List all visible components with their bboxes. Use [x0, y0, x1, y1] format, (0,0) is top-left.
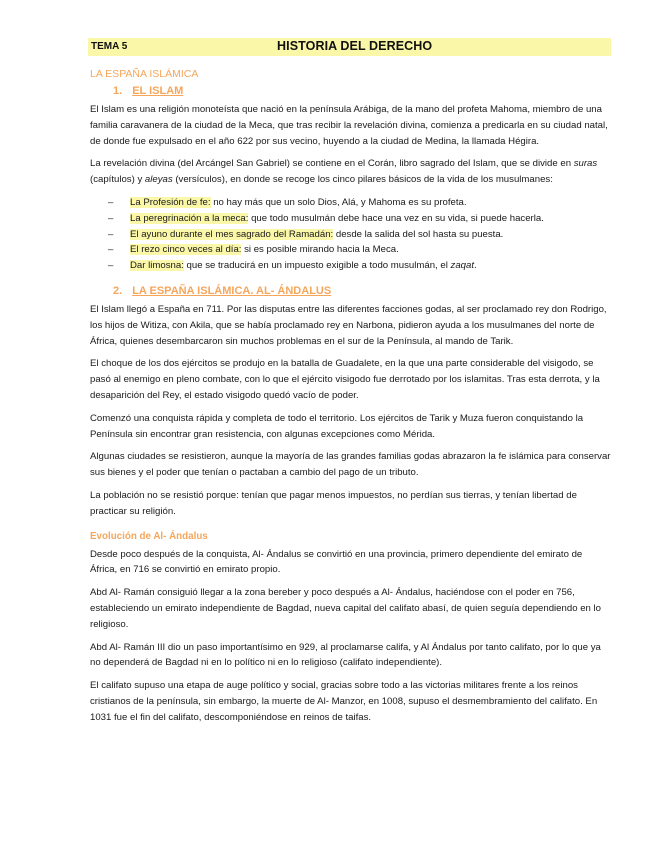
highlighted-text: La Profesión de fe: — [130, 196, 211, 208]
subheading-evolucion: Evolución de Al- Ándalus — [90, 530, 208, 542]
highlighted-text: Dar limosna: — [130, 260, 184, 272]
paragraph: La revelación divina (del Arcángel San Gabriel) se contiene en el Corán, libro sagrado del Islam, que se divide en suras (capítulos) y aleyas (versículos), en donde se recoge los cinco pilares básicos de la vida de los musulmanes: — [90, 158, 598, 186]
section-title: LA ESPAÑA ISLÁMICA — [90, 68, 199, 80]
list-item: – El rezo cinco veces al día: si es posible mirando hacia la Meca. — [108, 244, 399, 256]
heading-number: 1. — [113, 85, 123, 97]
heading-espana-islamica — [113, 284, 612, 298]
heading-text: LA ESPAÑA ISLÁMICA. AL- ÁNDALUS — [132, 284, 332, 297]
paragraph: El Islam llegó a España en 711. Por las disputas entre las diferentes facciones godas, al ser proclamado rey don Rodrigo, los hijos de Witiza, con Akila, que se había proclamado rey en Narbona, pidieron ayuda a los musulmanes del norte de África, quienes desembarcaron sin muchos problemas en el sur de la Península, al mando de Tarik. — [90, 303, 607, 347]
highlighted-text: El ayuno durante el mes sagrado del Ramadán: — [130, 228, 334, 240]
paragraph: Algunas ciudades se resistieron, aunque la mayoría de las grandes familias godas abrazaron la fe islámica para conservar sus bienes y el poder que tenían o pactaban a cambio del pago de un tributo. — [90, 451, 611, 479]
paragraph: El choque de los dos ejércitos se produjo en la batalla de Guadalete, en la que una parte considerable del visigodo, se pasó al enemigo en pleno combate, con lo que el ejército visigodo fue derrotado por los islamitas. Tras esta derrota, y la desaparición del Rey, el estado visigodo quedó vacío de poder. — [90, 358, 600, 401]
highlighted-text: La peregrinación a la meca: — [130, 212, 249, 224]
page-header — [88, 38, 611, 56]
italic-term: suras — [573, 158, 598, 170]
heading-el-islam — [113, 84, 612, 98]
document-title: HISTORIA DEL DERECHO — [277, 39, 433, 53]
document-body — [90, 68, 612, 733]
list-item: – La peregrinación a la meca: que todo musulmán debe hace una vez en su vida, si puede hacerla. — [108, 212, 544, 224]
paragraph: Desde poco después de la conquista, Al- Ándalus se convirtió en una provincia, primero dependiente del emirato de África, en 716 se convirtió en emirato propio. — [90, 548, 583, 576]
pillars-list — [90, 195, 612, 274]
italic-term: zaqat — [450, 260, 474, 272]
paragraph: El califato supuso una etapa de auge político y social, gracias sobre todo a las victorias militares frente a los reinos cristianos de la península, sin embargo, la muerte de Al- Manzor, en 1008, supuso el desmembramiento del califato. En 1031 fue el fin del califato, descomponiéndose en reinos de taifas. — [90, 680, 598, 723]
paragraph: El Islam es una religión monoteísta que nació en la península Arábiga, de la mano del profeta Mahoma, miembro de una familia caravanera de la ciudad de la Meca, que tras recibir la revelación divina, comienza a predicarla en su ciudad natal, de donde fue expulsado en el año 622 por sus vecino, huyendo a la ciudad de Medina, la llamada Hégira. — [90, 104, 608, 147]
list-item: – El ayuno durante el mes sagrado del Ramadán: desde la salida del sol hasta su puesta. — [108, 228, 504, 240]
italic-term: aleyas — [144, 174, 173, 186]
topic-label: TEMA 5 — [91, 41, 128, 52]
list-item: – La Profesión de fe: no hay más que un solo Dios, Alá, y Mahoma es su profeta. — [108, 196, 467, 208]
heading-text: EL ISLAM — [132, 85, 184, 97]
highlighted-text: El rezo cinco veces al día: — [130, 244, 242, 256]
paragraph: Abd Al- Ramán III dio un paso importantísimo en 929, al proclamarse califa, y Al Ándalus por tanto califato, por lo que ya no dependerá de Bagdad ni en lo político ni en lo religioso (califato independiente). — [90, 641, 601, 669]
paragraph: Comenzó una conquista rápida y completa de todo el territorio. Los ejércitos de Tarik y Muza fueron conquistando la Península sin encontrar gran resistencia, con algunas excepciones como Mérida. — [90, 412, 584, 440]
paragraph: La población no se resistió porque: tenían que pagar menos impuestos, no perdían sus tierras, y tenían libertad de practicar su religión. — [90, 489, 577, 517]
heading-number: 2. — [113, 284, 123, 297]
list-item: – Dar limosna: que se traducirá en un impuesto exigible a todo musulmán, el zaqat. — [108, 260, 477, 272]
paragraph: Abd Al- Ramán consiguió llegar a la zona bereber y poco después a Al- Ándalus, haciéndose con el poder en 756, estableciendo un emirato independiente de Bagdad, nueva capital del califato abasí, de quien seguía dependiendo en lo religioso. — [90, 587, 601, 630]
